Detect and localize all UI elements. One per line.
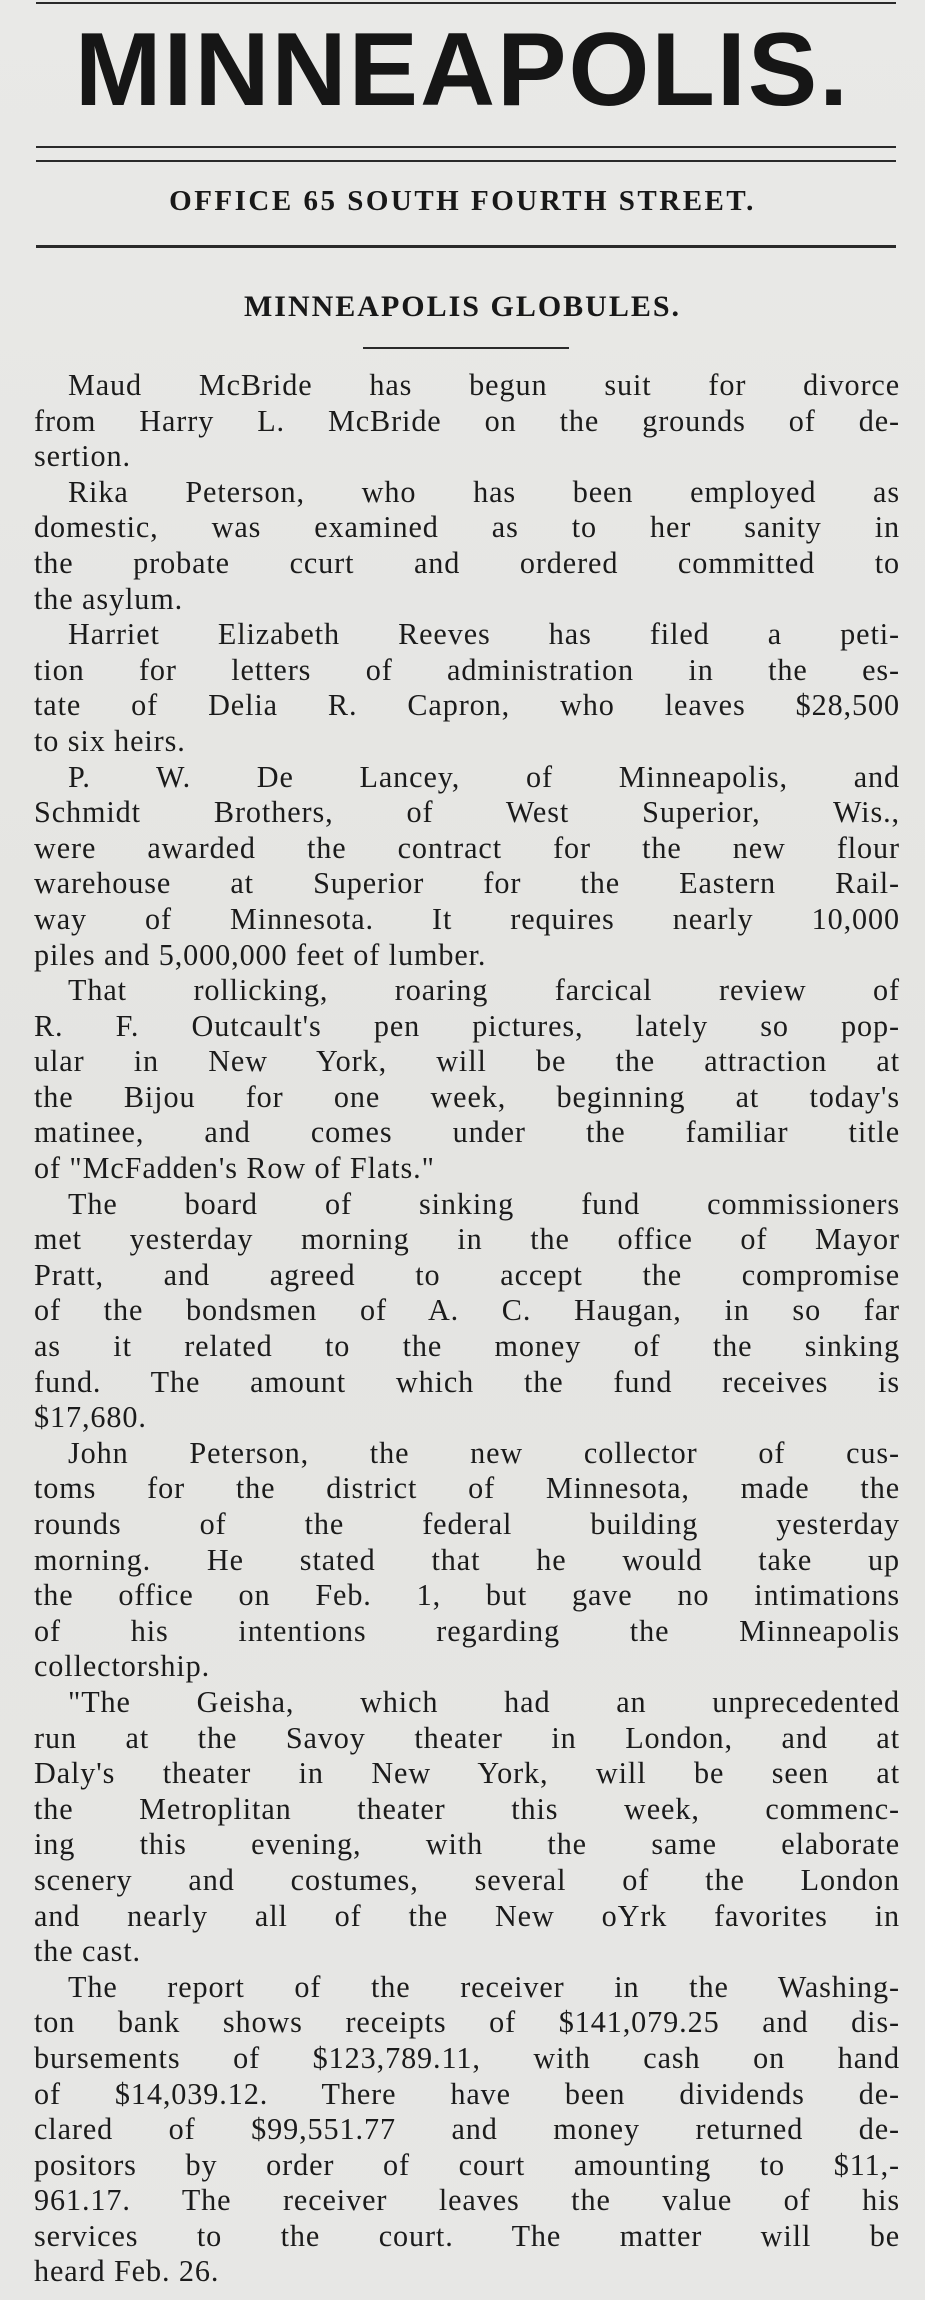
text-line: positors by order of court amounting to $11,- — [34, 2147, 900, 2182]
text-line: Harriet Elizabeth Reeves has filed a peti- — [68, 617, 900, 652]
text-line: services to the court. The matter will be — [34, 2218, 900, 2253]
news-item — [34, 1685, 900, 1970]
text-line: Rika Peterson, who has been employed as — [68, 474, 900, 509]
text-line: warehouse at Superior for the Eastern Rail- — [34, 866, 900, 901]
text-line: domestic, was examined as to her sanity in — [34, 510, 900, 545]
text-line: John Peterson, the new collector of cus- — [68, 1435, 900, 1470]
text-line: The report of the receiver in the Washing- — [68, 1969, 900, 2004]
text-line: from Harry L. McBride on the grounds of de- — [34, 403, 900, 438]
article-body — [34, 368, 900, 2290]
text-line: tate of Delia R. Capron, who leaves $28,500 — [34, 688, 900, 723]
text-line: the office on Feb. 1, but gave no intimations — [34, 1578, 900, 1613]
text-line: the asylum. — [34, 581, 184, 616]
masthead-rule-lower — [36, 160, 896, 162]
text-line: ular in New York, will be the attraction at — [34, 1044, 900, 1079]
news-item — [34, 973, 900, 1187]
text-line: sertion. — [34, 439, 131, 474]
text-line: piles and 5,000,000 feet of lumber. — [34, 937, 487, 972]
text-line: of his intentions regarding the Minneapolis — [34, 1613, 900, 1648]
news-item — [34, 760, 900, 974]
news-item — [34, 1187, 900, 1436]
office-rule — [36, 245, 896, 248]
text-line: Maud McBride has begun suit for divorce — [68, 368, 900, 402]
text-line: The board of sinking fund commissioners — [68, 1186, 900, 1221]
text-line: Daly's theater in New York, will be seen at — [34, 1756, 900, 1791]
text-line: Schmidt Brothers, of West Superior, Wis., — [34, 795, 900, 830]
text-line: and nearly all of the New oYrk favorites in — [34, 1898, 900, 1933]
text-line: That rollicking, roaring farcical review of — [68, 973, 900, 1008]
text-line: matinee, and comes under the familiar title — [34, 1115, 900, 1150]
text-line: of the bondsmen of A. C. Haugan, in so far — [34, 1293, 900, 1328]
text-line: Pratt, and agreed to accept the compromise — [34, 1257, 900, 1292]
news-item — [34, 475, 900, 617]
text-line: ton bank shows receipts of $141,079.25 and dis- — [34, 2005, 900, 2040]
text-line: the Bijou for one week, beginning at today's — [34, 1079, 900, 1114]
text-line: tion for letters of administration in the es- — [34, 652, 900, 687]
top-border-rule — [36, 2, 896, 4]
text-line: clared of $99,551.77 and money returned de- — [34, 2112, 900, 2147]
text-line: morning. He stated that he would take up — [34, 1542, 900, 1577]
section-heading: MINNEAPOLIS GLOBULES. — [243, 290, 682, 323]
text-line: met yesterday morning in the office of Mayor — [34, 1222, 900, 1257]
text-line: scenery and costumes, several of the London — [34, 1862, 900, 1897]
text-line: "The Geisha, which had an unprecedented — [68, 1684, 900, 1719]
text-line: of "McFadden's Row of Flats." — [34, 1151, 435, 1186]
text-line: R. F. Outcault's pen pictures, lately so pop- — [34, 1008, 900, 1043]
text-line: 961.17. The receiver leaves the value of his — [34, 2183, 900, 2218]
office-address: OFFICE 65 SOUTH FOURTH STREET. — [169, 185, 756, 217]
heading-divider — [363, 347, 569, 349]
news-item — [34, 1436, 900, 1685]
text-line: toms for the district of Minnesota, made the — [34, 1471, 900, 1506]
text-line: bursements of $123,789.11, with cash on hand — [34, 2040, 900, 2075]
masthead-title: MINNEAPOLIS. — [74, 12, 851, 128]
text-line: $17,680. — [34, 1400, 147, 1435]
news-item — [34, 368, 900, 475]
text-line: to six heirs. — [34, 723, 186, 758]
text-line: the Metroplitan theater this week, commenc- — [34, 1791, 900, 1826]
text-line: of $14,039.12. There have been dividends de- — [34, 2076, 900, 2111]
news-item — [34, 1970, 900, 2290]
news-item — [34, 617, 900, 759]
text-line: were awarded the contract for the new flour — [34, 830, 900, 865]
masthead-rule-upper — [36, 146, 896, 148]
text-line: run at the Savoy theater in London, and at — [34, 1720, 900, 1755]
text-line: ing this evening, with the same elaborate — [34, 1827, 900, 1862]
text-line: collectorship. — [34, 1649, 211, 1684]
text-line: the probate ccurt and ordered committed to — [34, 545, 900, 580]
text-line: the cast. — [34, 1934, 142, 1969]
text-line: as it related to the money of the sinking — [34, 1329, 900, 1364]
text-line: way of Minnesota. It requires nearly 10,000 — [34, 901, 900, 936]
text-line: rounds of the federal building yesterday — [34, 1507, 900, 1541]
text-line: fund. The amount which the fund receives is — [34, 1364, 900, 1399]
text-line: P. W. De Lancey, of Minneapolis, and — [68, 759, 900, 794]
text-line: heard Feb. 26. — [34, 2254, 220, 2289]
